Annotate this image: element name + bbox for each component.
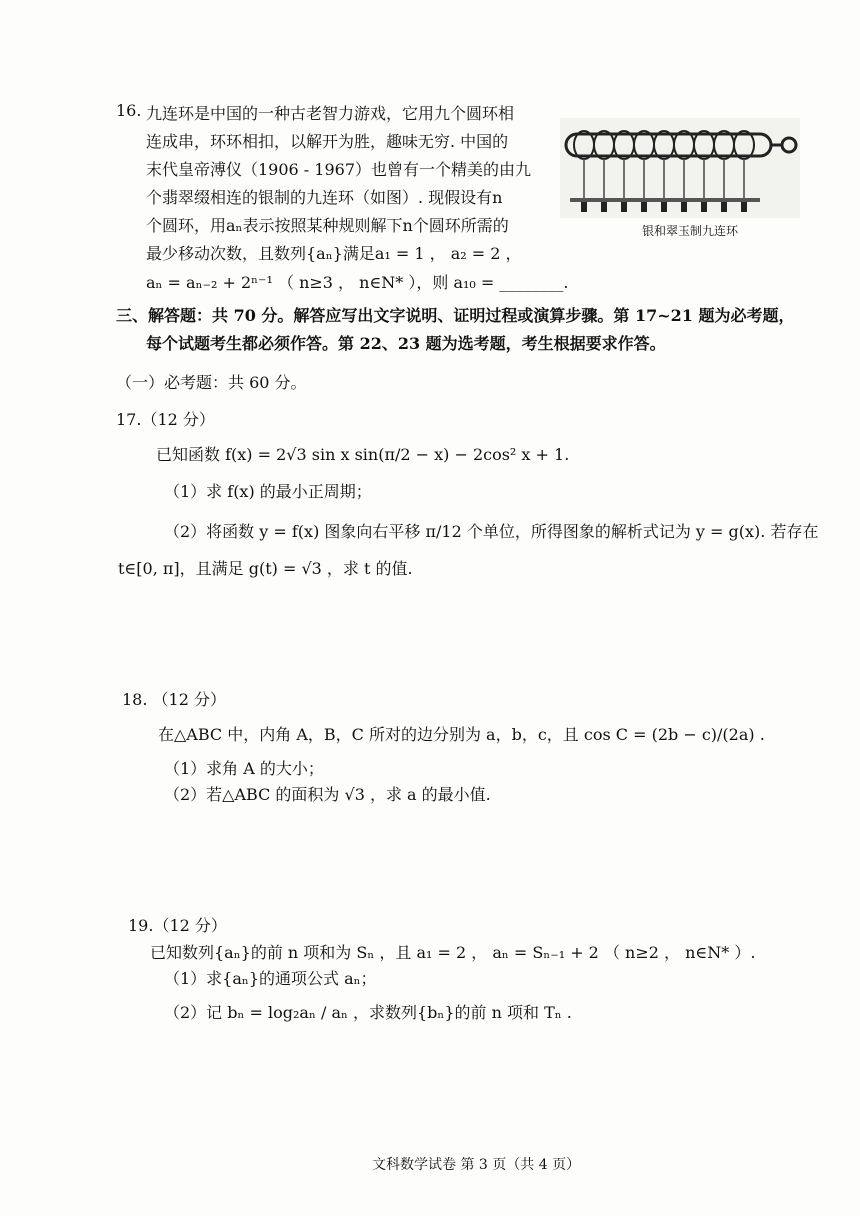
nine-ring-puzzle-image [560, 118, 800, 236]
q16-line-4: 个翡翠缀相连的银制的九连环（如图）. 现假设有n [146, 188, 503, 207]
q17-part-1: （1）求 f(x) 的最小正周期； [164, 482, 372, 501]
q18-statement: 在△ABC 中，内角 A，B，C 所对的边分别为 a，b，c，且 cos C = (2b − c)/(2a) . [158, 725, 765, 744]
q16-line-1: 九连环是中国的一种古老智力游戏，它用九个圆环相 [146, 104, 515, 123]
q16-line-2: 连成串，环环相扣，以解开为胜，趣味无穷. 中国的 [146, 132, 509, 151]
section-3-instructions: 三、解答题：共 70 分。解答应写出文字说明、证明过程或演算步骤。第 17~21 题为必考题， [116, 306, 795, 325]
q17-part-2: （2）将函数 y = f(x) 图象向右平移 π/12 个单位，所得图象的解析式记为 y = g(x). 若存在 [164, 522, 819, 541]
q17-statement: 已知函数 f(x) = 2√3 sin x sin(π/2 − x) − 2cos² x + 1. [156, 445, 570, 464]
q16-line-7: aₙ = aₙ₋₂ + 2ⁿ⁻¹ （ n≥3 ， n∈N* ），则 a₁₀ = ________. [146, 273, 569, 292]
q16-number: 16. [116, 101, 142, 120]
q19-part-1: （1）求{aₙ}的通项公式 aₙ； [164, 969, 377, 988]
q19-header: 19.（12 分） [128, 916, 227, 935]
q19-statement: 已知数列{aₙ}的前 n 项和为 Sₙ ，且 a₁ = 2 ， aₙ = Sₙ₋₁ + 2 （ n≥2 ， n∈N* ）. [150, 943, 756, 962]
q16-line-6: 最少移动次数，且数列{aₙ}满足a₁ = 1 ， a₂ = 2 ， [146, 244, 522, 263]
figure-caption: 银和翠玉制九连环 [642, 224, 739, 238]
section-3-instructions-cont: 每个试题考生都必须作答。第 22、23 题为选考题，考生根据要求作答。 [146, 334, 666, 353]
q18-header: 18. （12 分） [122, 690, 226, 709]
section-3-subheading: （一）必考题：共 60 分。 [116, 373, 307, 392]
q18-part-1: （1）求角 A 的大小； [164, 759, 324, 778]
q17-header: 17.（12 分） [116, 410, 215, 429]
q19-part-2: （2）记 bₙ = log₂aₙ / aₙ ，求数列{bₙ}的前 n 项和 Tₙ . [164, 1003, 572, 1022]
q17-part-2-cont: t∈[0, π]，且满足 g(t) = √3 ，求 t 的值. [118, 559, 413, 578]
q18-part-2: （2）若△ABC 的面积为 √3 ，求 a 的最小值. [164, 785, 491, 804]
page-footer: 文科数学试卷 第 3 页（共 4 页） [372, 1157, 581, 1173]
q16-line-3: 末代皇帝溥仪（1906 - 1967）也曾有一个精美的由九 [146, 160, 532, 179]
q16-line-5: 个圆环，用aₙ表示按照某种规则解下n个圆环所需的 [146, 216, 509, 235]
